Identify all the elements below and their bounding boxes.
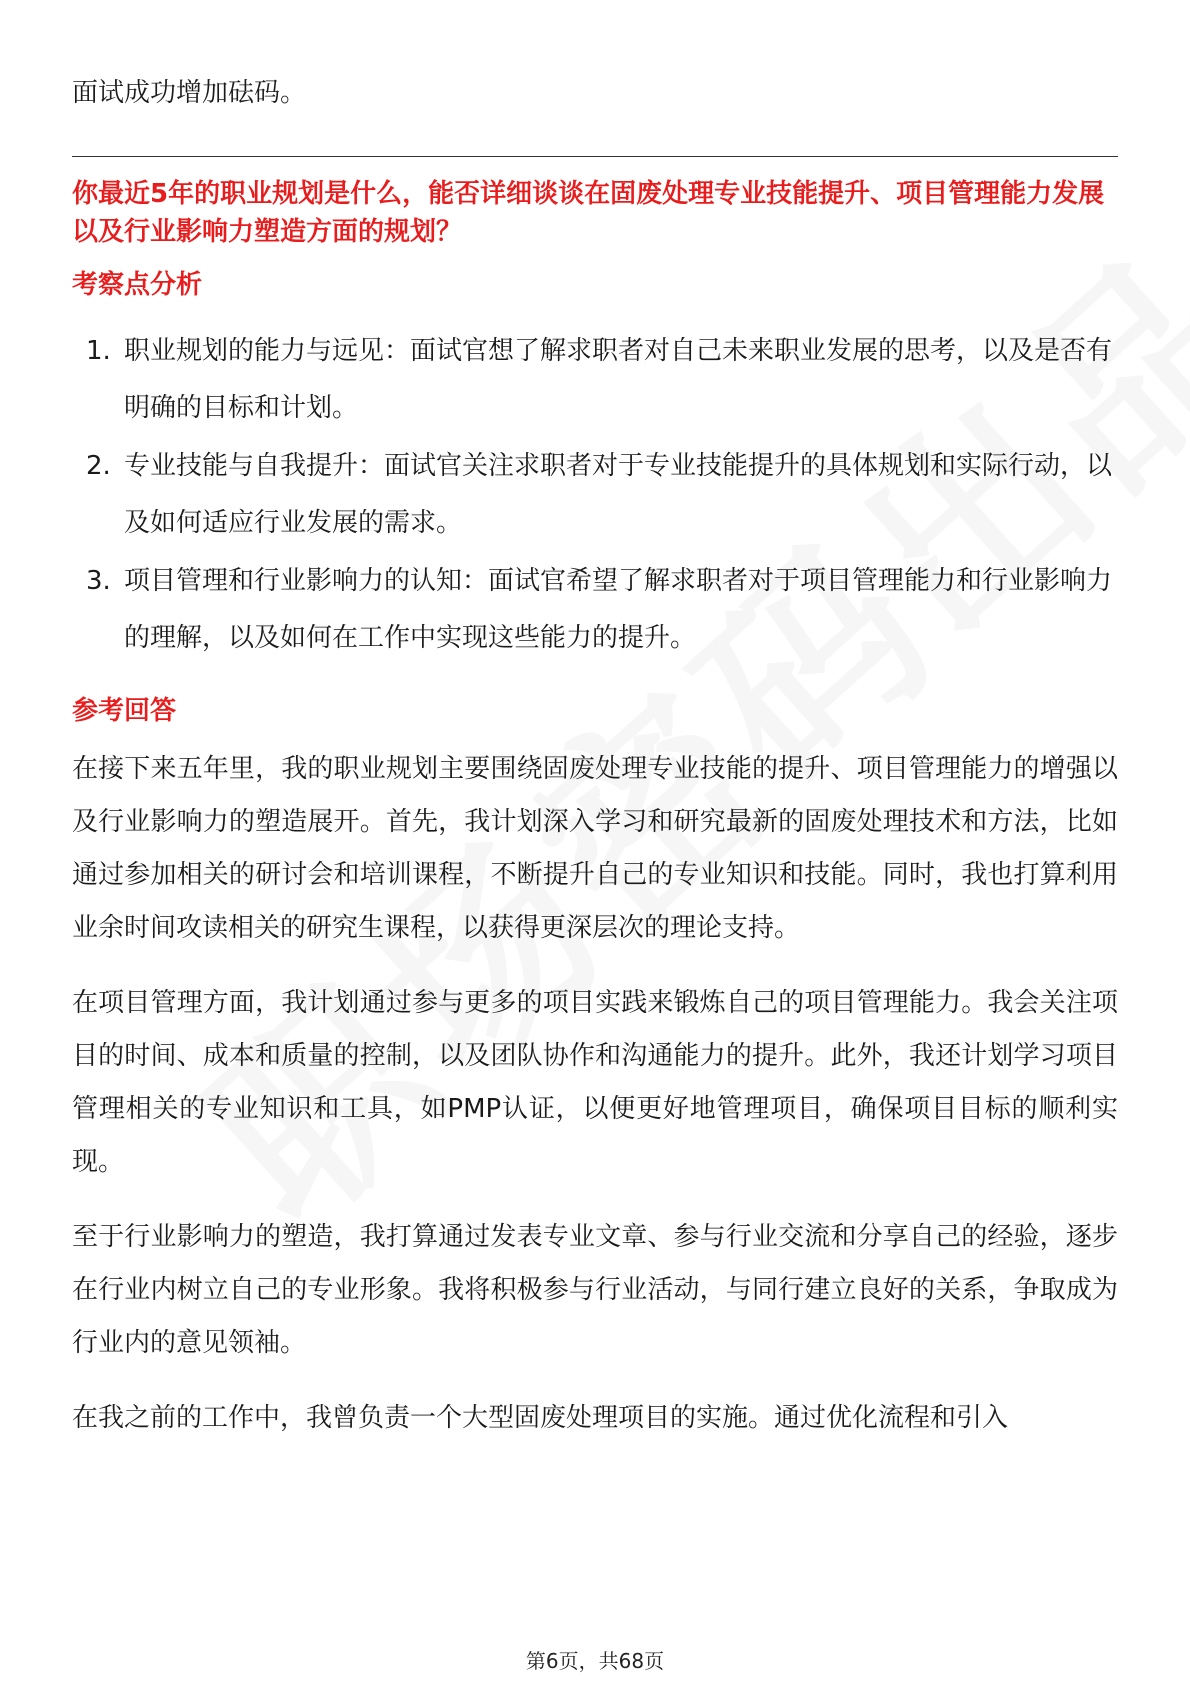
interview-question: 你最近5年的职业规划是什么，能否详细谈谈在固废处理专业技能提升、项目管理能力发展以及行业影响力塑造方面的规划？ xyxy=(72,179,1105,247)
answer-paragraph: 至于行业影响力的塑造，我打算通过发表专业文章、参与行业交流和分享自己的经验，逐步在行业内树立自己的专业形象。我将积极参与行业活动，与同行建立良好的关系，争取成为行业内的意见领袖。 xyxy=(72,1222,1118,1358)
analysis-point xyxy=(72,553,1118,667)
point-number: 2. xyxy=(86,451,111,481)
answer-paragraph: 在项目管理方面，我计划通过参与更多的项目实践来锻炼自己的项目管理能力。我会关注项目的时间、成本和质量的控制，以及团队协作和沟通能力的提升。此外，我还计划学习项目管理相关的专业知识和工具，如PMP认证，以便更好地管理项目，确保项目目标的顺利实现。 xyxy=(72,988,1118,1177)
point-text: 项目管理和行业影响力的认知：面试官希望了解求职者对于项目管理能力和行业影响力的理解，以及如何在工作中实现这些能力的提升。 xyxy=(124,566,1113,653)
analysis-point xyxy=(72,323,1118,437)
point-number: 1. xyxy=(86,336,111,366)
analysis-heading: 考察点分析 xyxy=(72,270,203,300)
analysis-points-list xyxy=(72,323,1118,667)
page-number-footer: 第6页，共68页 xyxy=(525,1649,665,1673)
answer-heading: 参考回答 xyxy=(72,696,177,726)
answer-paragraph: 在接下来五年里，我的职业规划主要围绕固废处理专业技能的提升、项目管理能力的增强以及行业影响力的塑造展开。首先，我计划深入学习和研究最新的固废处理技术和方法，比如通过参加相关的研讨会和培训课程，不断提升自己的专业知识和技能。同时，我也打算利用业余时间攻读相关的研究生课程，以获得更深层次的理论支持。 xyxy=(72,754,1118,943)
page-content xyxy=(72,70,1118,1467)
point-text: 专业技能与自我提升：面试官关注求职者对于专业技能提升的具体规划和实际行动，以及如何适应行业发展的需求。 xyxy=(124,451,1113,538)
intro-text: 面试成功增加砝码。 xyxy=(72,78,307,108)
point-text: 职业规划的能力与远见：面试官想了解求职者对自己未来职业发展的思考，以及是否有明确的目标和计划。 xyxy=(124,336,1113,423)
point-number: 3. xyxy=(86,566,111,596)
answer-paragraph: 在我之前的工作中，我曾负责一个大型固废处理项目的实施。通过优化流程和引入 xyxy=(72,1403,1009,1433)
analysis-point xyxy=(72,438,1118,552)
section-divider xyxy=(72,156,1118,157)
